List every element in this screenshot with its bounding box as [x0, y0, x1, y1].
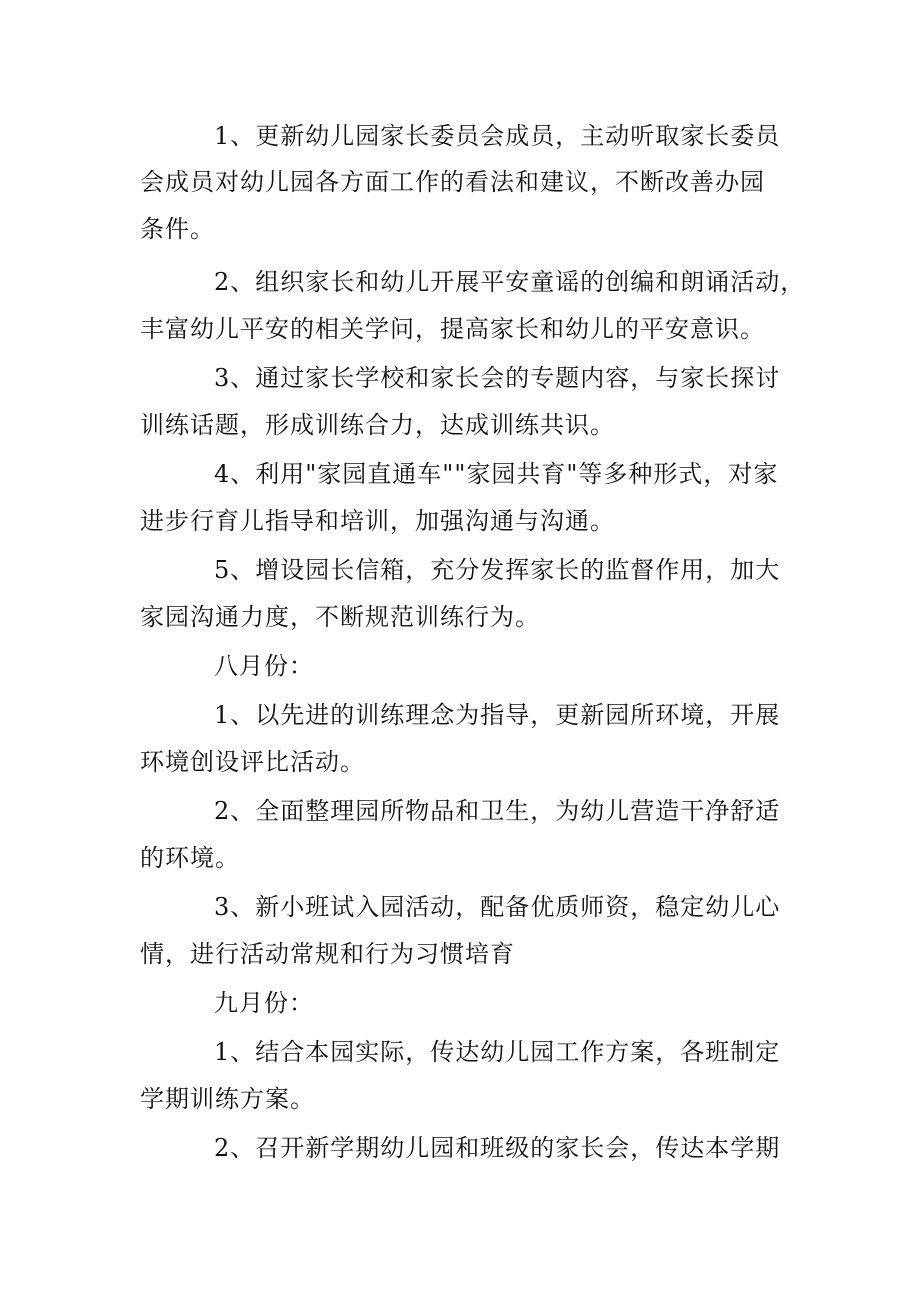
- paragraph-1-line-3: 条件。: [140, 215, 215, 243]
- paragraph-8-line-2: 情，进行活动常规和行为习惯培育: [140, 940, 515, 968]
- paragraph-4-line-2: 进步行育儿指导和培训，加强沟通与沟通。: [140, 507, 615, 535]
- section-heading-august: 八月份：: [214, 652, 314, 680]
- paragraph-7-line-2: 的环境。: [140, 844, 240, 872]
- paragraph-2-line-1: 2、组织家长和幼儿开展平安童谣的创编和朗诵活动，: [214, 268, 806, 296]
- paragraph-4-line-1: 4、利用"家园直通车""家园共育"等多种形式，对家: [214, 460, 779, 488]
- paragraph-1-line-1: 1、更新幼儿园家长委员会成员，主动听取家长委员: [214, 122, 781, 150]
- paragraph-9-line-1: 1、结合本园实际，传达幼儿园工作方案，各班制定: [214, 1038, 781, 1066]
- paragraph-2-line-2: 丰富幼儿平安的相关学问，提高家长和幼儿的平安意识。: [140, 315, 765, 343]
- paragraph-9-line-2: 学期训练方案。: [140, 1085, 315, 1113]
- paragraph-5-line-2: 家园沟通力度，不断规范训练行为。: [140, 603, 540, 631]
- section-heading-september: 九月份：: [214, 989, 314, 1017]
- paragraph-5-line-1: 5、增设园长信箱，充分发挥家长的监督作用，加大: [214, 556, 781, 584]
- paragraph-3-line-2: 训练话题，形成训练合力，达成训练共识。: [140, 411, 615, 439]
- paragraph-3-line-1: 3、通过家长学校和家长会的专题内容，与家长探讨: [214, 364, 781, 392]
- paragraph-6-line-2: 环境创设评比活动。: [140, 748, 365, 776]
- paragraph-1-line-2: 会成员对幼儿园各方面工作的看法和建议，不断改善办园: [140, 168, 765, 196]
- paragraph-8-line-1: 3、新小班试入园活动，配备优质师资，稳定幼儿心: [214, 893, 781, 921]
- paragraph-6-line-1: 1、以先进的训练理念为指导，更新园所环境，开展: [214, 701, 781, 729]
- paragraph-7-line-1: 2、全面整理园所物品和卫生，为幼儿营造干净舒适: [214, 797, 781, 825]
- paragraph-10-line-1: 2、召开新学期幼儿园和班级的家长会，传达本学期: [214, 1134, 781, 1162]
